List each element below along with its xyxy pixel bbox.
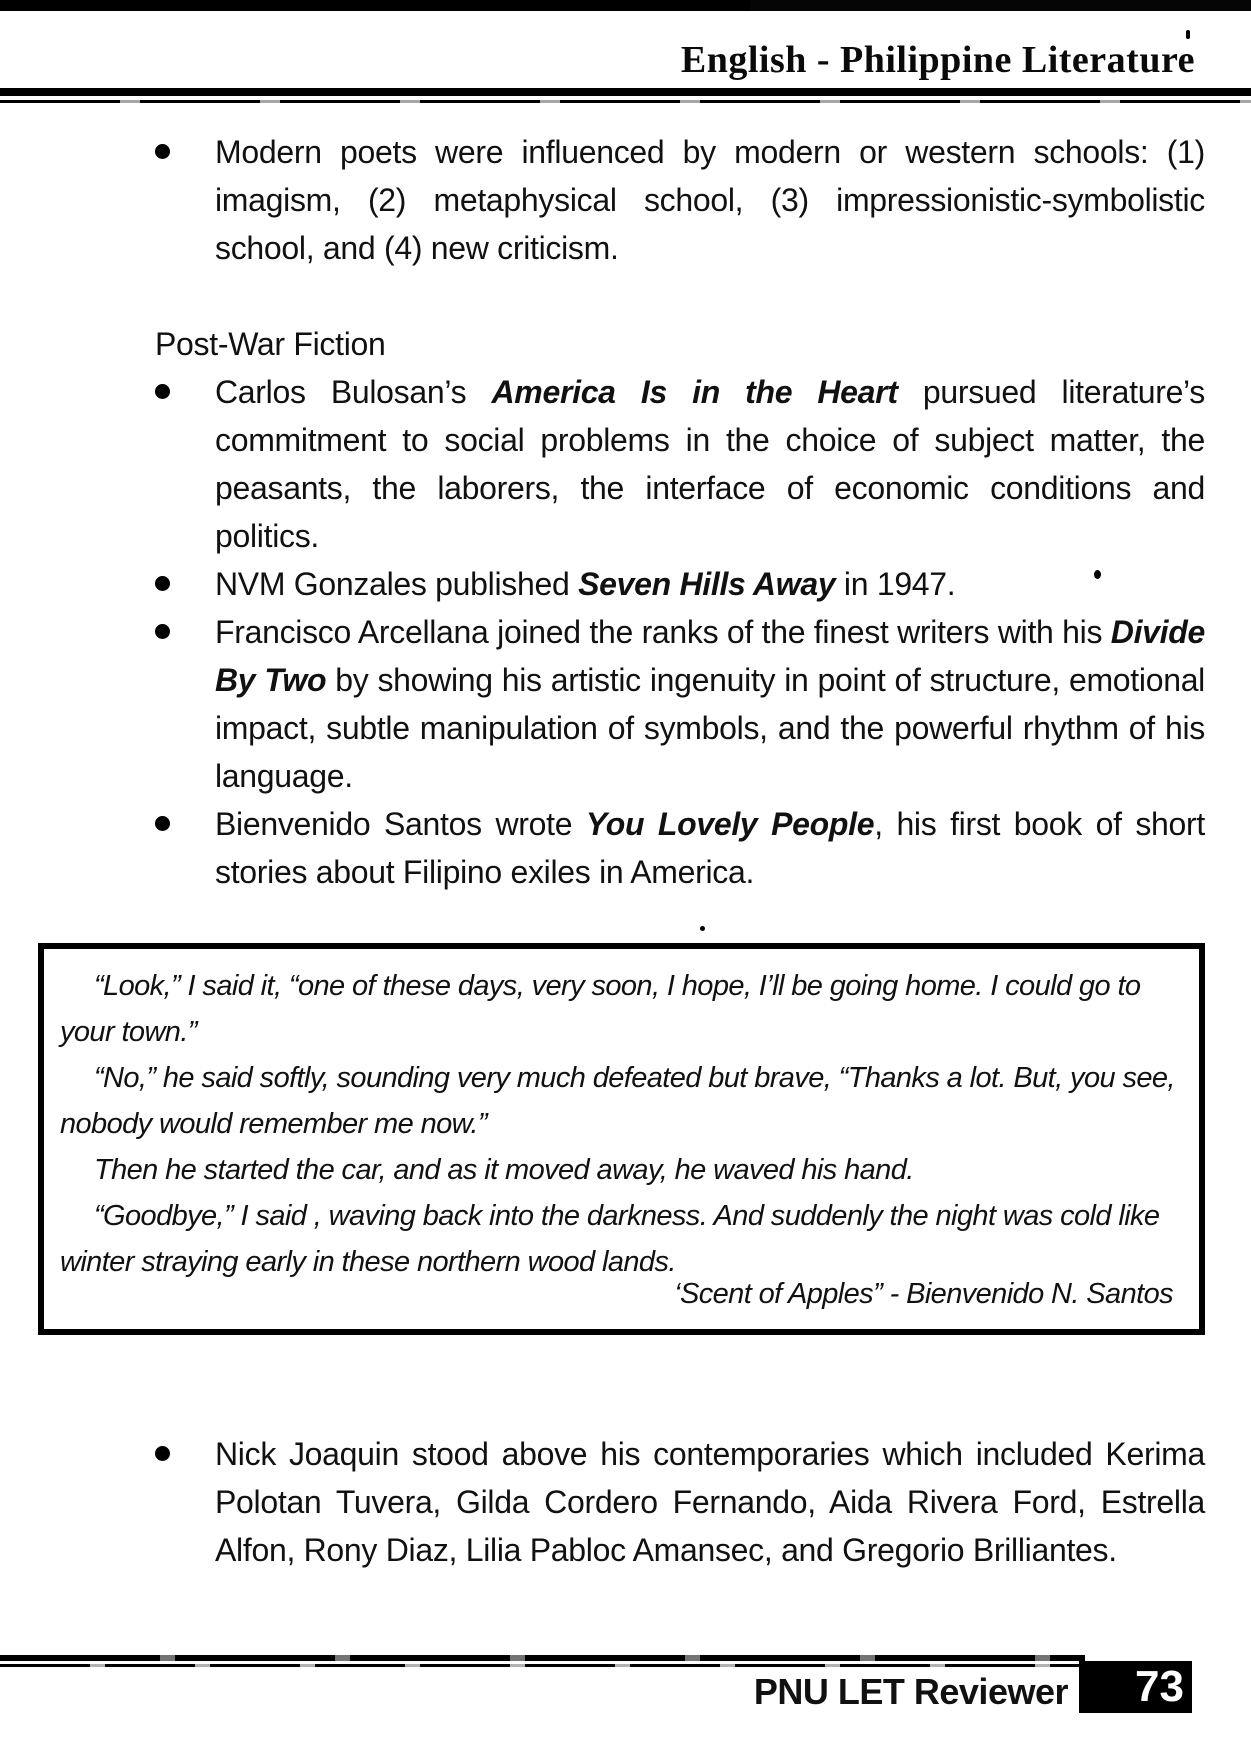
scan-edge-bar: [0, 0, 1251, 11]
bullet-marker: [155, 144, 170, 159]
header-rule-thin: [0, 100, 1251, 103]
footer-rule-thin: [0, 1664, 1085, 1667]
closing-bullet-list: [150, 1430, 1205, 1574]
page-number-badge: 73: [1079, 1661, 1192, 1713]
bullet-marker: [155, 1446, 170, 1461]
scan-artifact: [700, 926, 705, 931]
list-item-text: Modern poets were influenced by modern or western schools: (1) imagism, (2) metaphysical school, (3) impressionistic-symbolistic school, and (4) new criticism.: [215, 134, 1205, 266]
list-item-text: Nick Joaquin stood above his contemporaries which included Kerima Polotan Tuvera, Gilda Cordero Fernando, Aida Rivera Ford, Estrella Alfon, Rony Diaz, Lilia Pabloc Amansec, and Gregorio Brilliantes.: [215, 1436, 1205, 1568]
quote-paragraph: “Goodbye,” I said , waving back into the darkness. And suddenly the night was cold like winter straying early in these northern wood lands.: [60, 1200, 1160, 1278]
footer-rule-thick: [0, 1655, 1085, 1661]
intro-bullet-list: [150, 128, 1205, 272]
list-item-text: NVM Gonzales published Seven Hills Away in 1947.: [215, 566, 956, 602]
quote-paragraph: “Look,” I said it, “one of these days, very soon, I hope, I’ll be going home. I could go to your town.”: [60, 970, 1141, 1048]
list-item-text: Carlos Bulosan’s America Is in the Heart pursued literature’s commitment to social problems in the choice of subject matter, the peasants, the laborers, the interface of economic conditions and politics.: [215, 374, 1205, 554]
bullet-marker: [155, 624, 170, 639]
quote-attribution: ‘Scent of Apples” - Bienvenido N. Santos: [674, 1278, 1173, 1310]
closing-text-block: [150, 1430, 1205, 1574]
list-item-text: Bienvenido Santos wrote You Lovely People, his first book of short stories about Filipino exiles in America.: [215, 806, 1205, 890]
list-item: [150, 800, 1205, 896]
section-heading: Post-War Fiction: [155, 326, 386, 362]
list-item: [150, 608, 1205, 800]
header-rule-thick: [0, 88, 1251, 96]
scan-artifact: [1186, 30, 1190, 39]
page-header-title: English - Philippine Literature: [680, 39, 1195, 81]
post-war-bullet-list: [150, 368, 1205, 896]
list-item: [150, 128, 1205, 272]
list-item: [150, 368, 1205, 560]
quote-paragraph: “No,” he said softly, sounding very much defeated but brave, “Thanks a lot. But, you see, nobody would remember me now.”: [60, 1062, 1175, 1140]
footer-reviewer-label: PNU LET Reviewer: [753, 1671, 1068, 1712]
bullet-marker: [155, 384, 170, 399]
main-text-block: [150, 128, 1205, 896]
list-item-text: Francisco Arcellana joined the ranks of the finest writers with his Divide By Two by showing his artistic ingenuity in point of structure, emotional impact, subtle manipulation of symbols, and the powerful rhythm of his language.: [215, 614, 1205, 794]
excerpt-quote-box: [38, 943, 1205, 1335]
list-item: [150, 560, 1205, 608]
bullet-marker: [155, 816, 170, 831]
list-item: [150, 1430, 1205, 1574]
bullet-marker: [155, 576, 170, 591]
scan-artifact: [1094, 570, 1101, 579]
quote-paragraph: Then he started the car, and as it moved away, he waved his hand.: [94, 1154, 914, 1186]
